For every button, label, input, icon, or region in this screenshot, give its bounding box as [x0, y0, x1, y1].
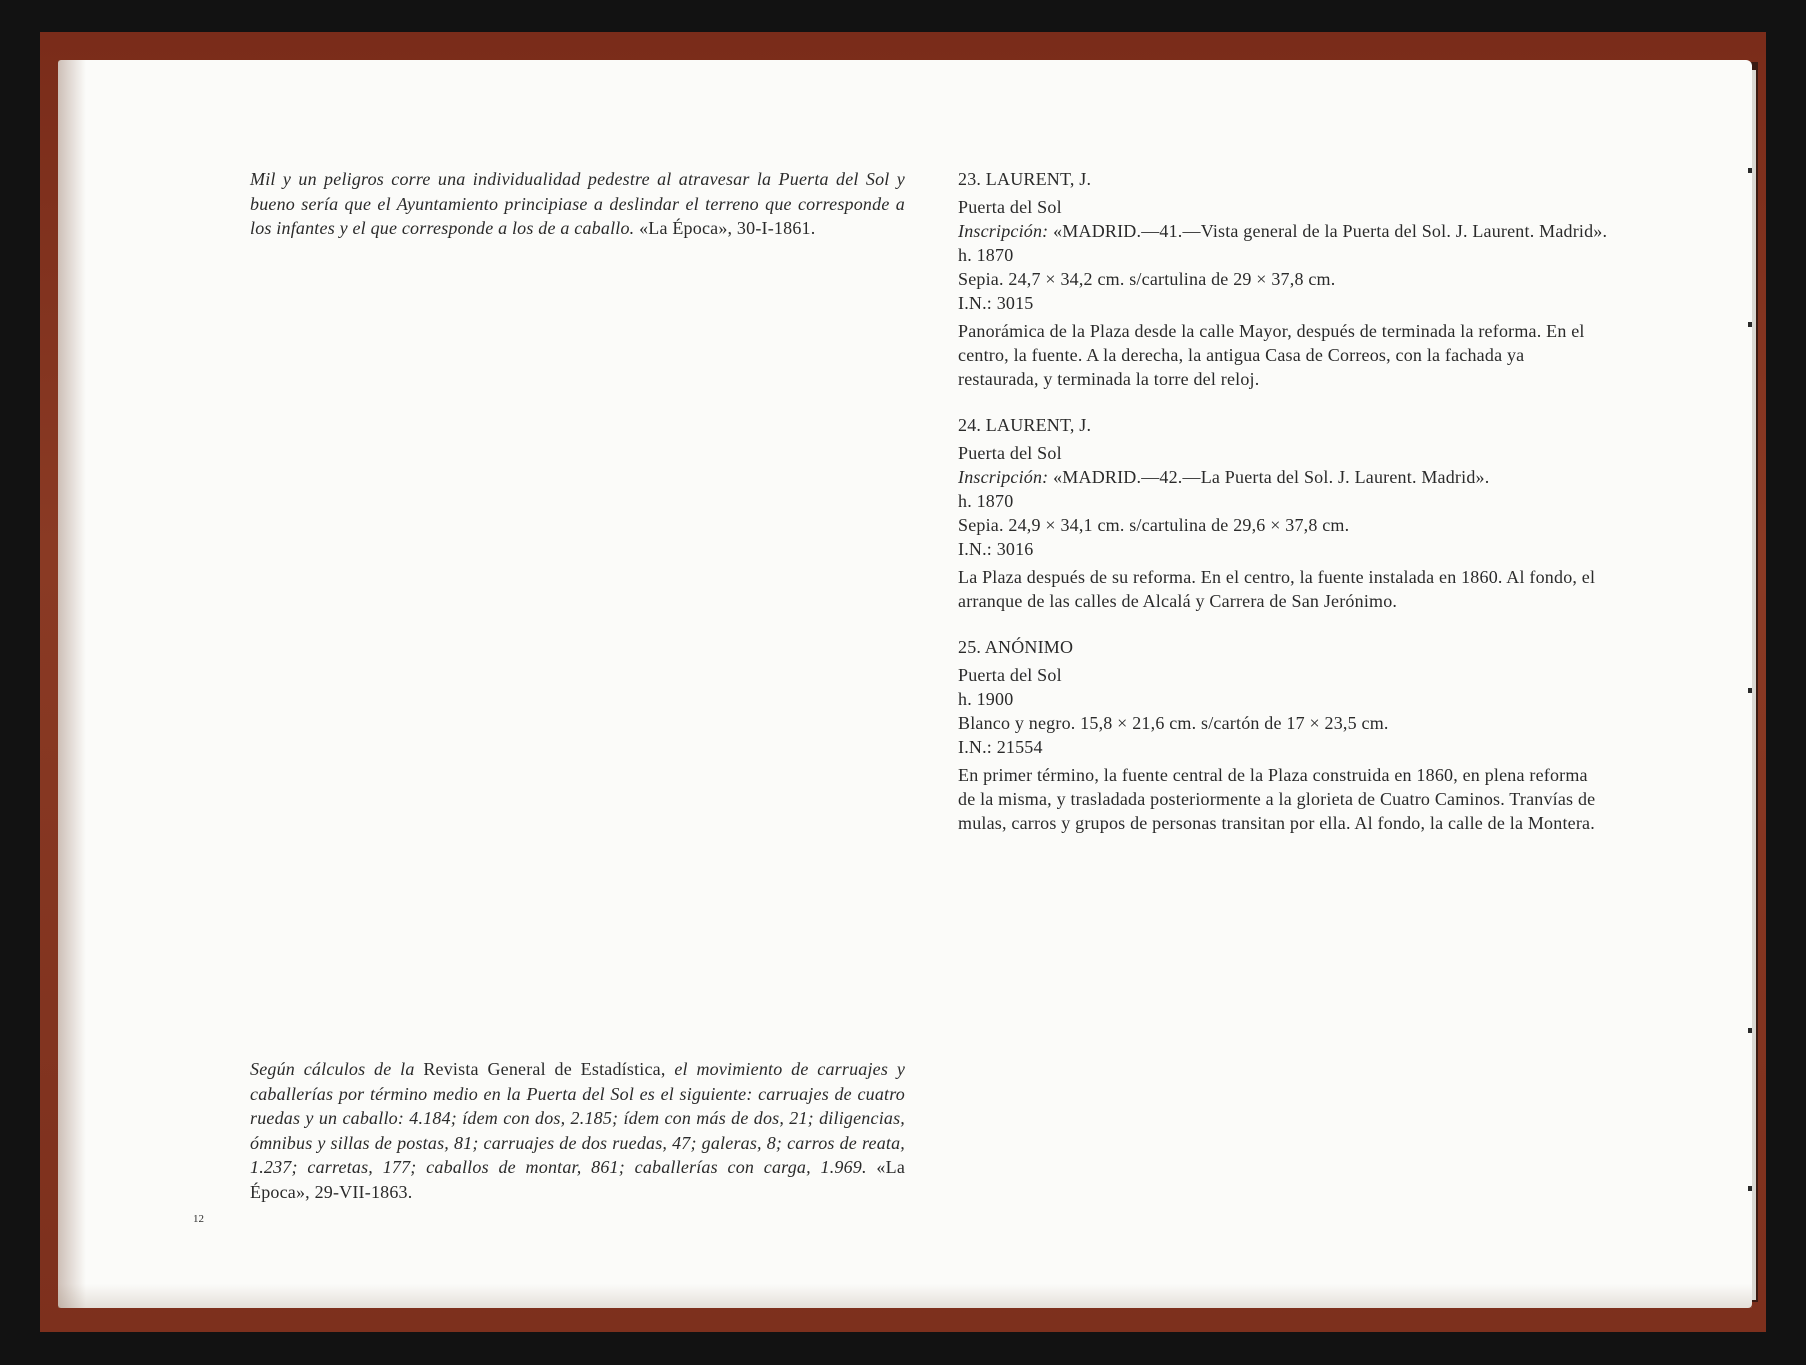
inscription-text: «MADRID.—41.—Vista general de la Puerta del Sol. J. Laurent. Madrid».	[1053, 221, 1608, 241]
entry-inventory: I.N.: 3016	[958, 539, 1034, 559]
catalog-entry	[958, 413, 1608, 613]
entry-date: h. 1900	[958, 689, 1014, 709]
entry-technique: Sepia. 24,7 × 34,2 cm. s/cartulina de 29 × 37,8 cm.	[958, 269, 1336, 289]
quote-bottom-source: «La Época», 29-VII-1863.	[250, 1157, 906, 1202]
quote-bottom	[250, 1057, 905, 1204]
entry-description: La Plaza después de su reforma. En el centro, la fuente instalada en 1860. Al fondo, el arranque de las calles de Alcalá y Carrera de San Jerónimo.	[958, 567, 1596, 611]
inscription-label: Inscripción:	[958, 221, 1049, 241]
entry-description: Panorámica de la Plaza desde la calle Mayor, después de terminada la reforma. En el centro, la fuente. A la derecha, la antigua Casa de Correos, con la fachada ya restaurada, y terminada la torre del reloj.	[958, 321, 1585, 389]
entry-description: En primer término, la fuente central de la Plaza construida en 1860, en plena reforma de la misma, y trasladada posteriormente a la glorieta de Cuatro Caminos. Tranvías de mulas, carros y grupos de personas transitan por ella. Al fondo, la calle de la Montera.	[958, 765, 1596, 833]
catalog-entry	[958, 167, 1608, 391]
entry-date: h. 1870	[958, 245, 1014, 265]
entry-date: h. 1870	[958, 491, 1014, 511]
entry-heading: 23. LAURENT, J.	[958, 169, 1092, 189]
entry-technique: Sepia. 24,9 × 34,1 cm. s/cartulina de 29,6 × 37,8 cm.	[958, 515, 1350, 535]
inscription-text: «MADRID.—42.—La Puerta del Sol. J. Laurent. Madrid».	[1053, 467, 1490, 487]
entry-title: Puerta del Sol	[958, 443, 1062, 463]
entry-inscription	[958, 465, 1608, 489]
entry-heading: 24. LAURENT, J.	[958, 415, 1092, 435]
edge-mark	[1748, 1186, 1752, 1191]
catalog-entry	[958, 635, 1608, 835]
quote-top-text: Mil y un peligros corre una individualidad pedestre al atravesar la Puerta del Sol y bueno sería que el Ayuntamiento principiase a deslindar el terreno que corresponde a los infantes y el que corresponde a los de a caballo.	[250, 169, 905, 238]
entry-technique: Blanco y negro. 15,8 × 21,6 cm. s/cartón de 17 × 23,5 cm.	[958, 713, 1389, 733]
edge-mark	[1748, 688, 1752, 693]
quote-bottom-publication: Revista General de Estadística,	[423, 1059, 666, 1079]
catalog-entries	[958, 167, 1608, 857]
entry-title: Puerta del Sol	[958, 665, 1062, 685]
entry-title: Puerta del Sol	[958, 197, 1062, 217]
entry-inventory: I.N.: 21554	[958, 737, 1043, 757]
quote-bottom-intro: Según cálculos de la	[250, 1059, 415, 1079]
quote-bottom-text: el movimiento de carruajes y caballerías por término medio en la Puerta del Sol es el siguiente: carruajes de cuatro ruedas y un caballo: 4.184; ídem con dos, 2.185; ídem con más de dos, 21; diligencias, ómnibus y sillas de postas, 81; carruajes de dos ruedas, 47; galeras, 8; carros de reata, 1.237; carretas, 177; caballos de montar, 861; caballerías con carga, 1.969.	[250, 1059, 906, 1177]
entry-heading: 25. ANÓNIMO	[958, 637, 1074, 657]
spine-shadow	[58, 60, 86, 1308]
bottom-page-shadow	[58, 1284, 1752, 1308]
inscription-label: Inscripción:	[958, 467, 1049, 487]
page-number: 12	[193, 1213, 204, 1225]
edge-mark	[1748, 322, 1752, 327]
quote-top-source: «La Época», 30-I-1861.	[639, 218, 816, 238]
entry-inventory: I.N.: 3015	[958, 293, 1034, 313]
quote-top	[250, 167, 905, 241]
edge-mark	[1748, 168, 1752, 173]
edge-mark	[1748, 1028, 1752, 1033]
entry-inscription	[958, 219, 1608, 243]
